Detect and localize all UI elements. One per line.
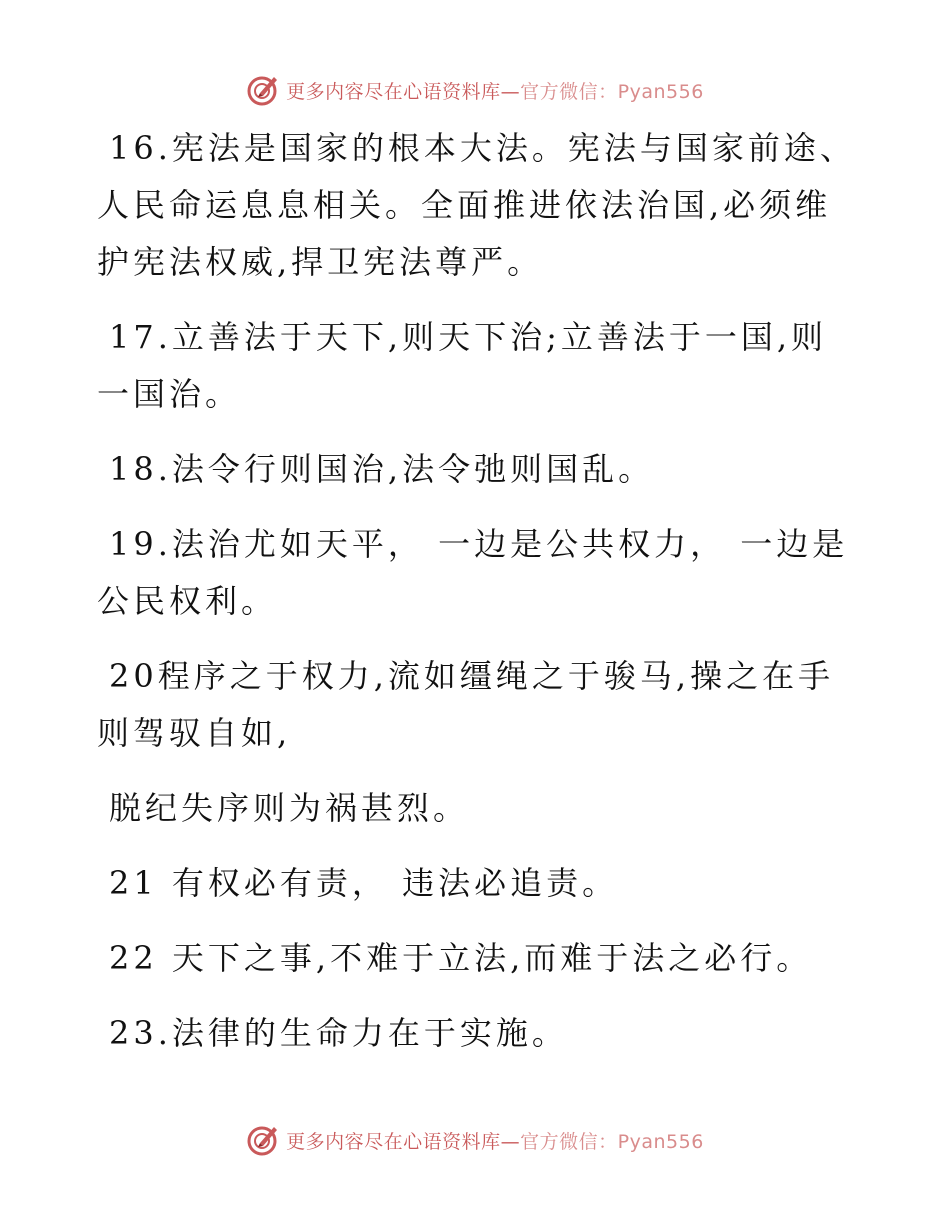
paragraph-19 [97, 516, 857, 630]
paragraph-22 [97, 930, 857, 987]
paragraph-20-continuation [97, 780, 857, 837]
footer-banner-main: 更多内容尽在心语资料库 [286, 1130, 501, 1153]
paragraph-text: 脱纪失序则为祸甚烈。 [109, 789, 470, 827]
header-banner-wechat: 官方微信：Pyan556 [520, 80, 704, 103]
paragraph-text: 17.立善法于天下,则天下治;立善法于一国,则一国治。 [97, 318, 828, 413]
header-banner-text [286, 77, 704, 104]
footer-banner-dash: — [500, 1130, 521, 1153]
paragraph-20 [97, 648, 857, 762]
paragraph-text: 22 天下之事,不难于立法,而难于法之必行。 [109, 939, 813, 977]
footer-banner-text [286, 1127, 704, 1154]
paragraph-23 [97, 1005, 857, 1062]
footer-banner-wechat: 官方微信：Pyan556 [520, 1130, 704, 1153]
pen-nib-logo-icon [246, 73, 280, 107]
footer-banner-inner [246, 1123, 704, 1157]
paragraph-18 [97, 441, 857, 498]
paragraph-17 [97, 309, 857, 423]
paragraph-text: 18.法令行则国治,法令弛则国乱。 [109, 450, 655, 488]
paragraph-text: 16.宪法是国家的根本大法。宪法与国家前途、人民命运息息相关。全面推进依法治国,必须维护宪法权威,捍卫宪法尊严。 [97, 129, 856, 281]
footer-banner [0, 1120, 950, 1160]
paragraph-text: 21 有权必有责， 违法必追责。 [109, 864, 619, 902]
paragraph-text: 19.法治尤如天平， 一边是公共权力， 一边是公民权利。 [97, 525, 849, 620]
paragraph-21 [97, 855, 857, 912]
header-banner-inner [246, 73, 704, 107]
paragraph-16 [97, 120, 857, 291]
paragraph-text: 23.法律的生命力在于实施。 [109, 1014, 568, 1052]
header-banner [0, 70, 950, 110]
pen-nib-logo-icon [246, 1123, 280, 1157]
document-body [97, 120, 857, 1080]
paragraph-text: 20程序之于权力,流如缰绳之于骏马,操之在手则驾驭自如, [97, 657, 835, 752]
header-banner-main: 更多内容尽在心语资料库 [286, 80, 501, 103]
header-banner-dash: — [500, 80, 521, 103]
